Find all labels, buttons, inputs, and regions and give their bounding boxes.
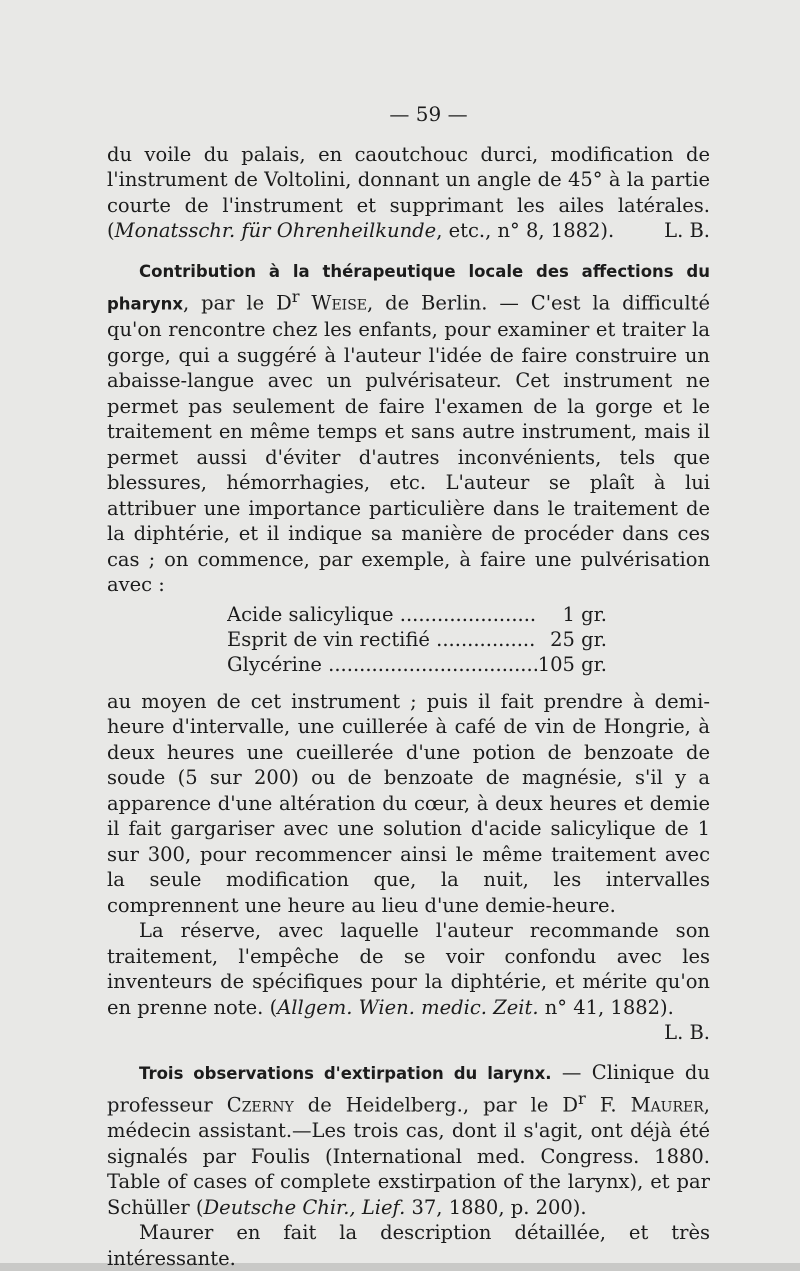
article-by: , par le D <box>182 291 292 315</box>
intro-text: du voile du palais, en caoutchouc durci, modification de l'instrument de Voltolini, donnant un angle de 45° à la partie courte de l'instrument et supprimant les ailes latérales. <box>107 142 710 217</box>
signature: L. B. <box>664 219 710 242</box>
article-conclusion <box>107 918 710 1046</box>
intro-ref-open: ( <box>107 219 115 242</box>
signature: L. B. <box>664 1021 710 1044</box>
conclusion-ref-journal: Allgem. Wien. medic. Zeit. <box>277 995 539 1019</box>
intro-ref-rest: , etc., n° 8, 1882). <box>436 219 615 242</box>
recipe-row <box>227 602 607 627</box>
article-extirpation <box>107 1060 710 1221</box>
recipe-quantity: 105 gr. <box>537 652 607 676</box>
conclusion-text: La réserve, avec laquelle l'auteur recommande son traitement, l'empêche de se voir confondu avec les inventeurs de spécifiques pour la diphtérie, et mérite qu'on en prenne note. <box>107 919 710 1019</box>
article-body-continued: au moyen de cet instrument ; puis il fait prendre à demi-heure d'intervalle, une cuillerée à café de vin de Hongrie, à deux heures une cueillerée d'une potion de benzoate de soude (5 sur 200) ou de benzoate de magnésie, s'il y a apparence d'une altération du cœur, à deux heures et demie il fait gargariser avec une solution d'acide salicylique de 1 sur 300, pour recommencer ainsi le même traitement avec la seule modification que, la nuit, les intervalles comprennent une heure au lieu d'une demie-heure. <box>107 689 710 917</box>
recipe-quantity: 25 gr. <box>550 627 607 651</box>
article-body-a: — Clinique du professeur <box>107 1060 710 1117</box>
paragraph-intro <box>107 142 710 244</box>
article-professor: Czerny <box>226 1093 294 1117</box>
intro-ref-journal: Monatsschr. für Ohrenheilkunde <box>114 219 437 242</box>
article-contribution <box>107 258 710 598</box>
recipe-ingredient: Acide salicylique ..... <box>227 602 537 627</box>
page-number: — 59 — <box>389 102 468 126</box>
article-author: Weise <box>311 291 368 315</box>
recipe-list <box>227 602 607 677</box>
article-body-d: , médecin assistant.—Les trois cas, dont il s'agit, ont déjà été signalés par Foulis (International med. Congress. 1880. Table of cases of complete exstirpation of the larynx), et par Schüller ( <box>107 1093 710 1219</box>
conclusion-ref-open: ( <box>269 995 278 1019</box>
conclusion-ref-rest: n° 41, 1882). <box>538 995 674 1019</box>
recipe-ingredient: Glycérine ..... <box>227 652 537 677</box>
article-ref-rest: 37, 1880, p. 200). <box>405 1195 587 1219</box>
article-author: Maurer <box>630 1093 704 1117</box>
recipe-row <box>227 627 607 652</box>
article-body: , de Berlin. — C'est la difficulté qu'on rencontre chez les enfants, pour examiner et traiter la gorge, qui a suggéré à l'auteur l'idée de faire construire un abaisse-langue avec un pulvérisateur. Cet instrument ne permet pas seulement de faire l'examen de la gorge et le traitement en même temps et sans autre instrument, mais il permet aussi d'éviter d'autres inconvénients, tels que blessures, hémorrhagies, etc. L'auteur se plaît à lui attribuer une importance particulière dans le traitement de la diphtérie, et il indique sa manière de procéder dans ces cas ; on commence, par exemple, à faire une pulvérisation avec : <box>107 291 711 596</box>
recipe-quantity: 1 gr. <box>562 602 607 626</box>
article-body-b: de Heidelberg., par le D <box>293 1093 579 1117</box>
article-ref-journal: Deutsche Chir., Lief. <box>203 1195 406 1219</box>
recipe-row <box>227 652 607 677</box>
article-last-line: Maurer en fait la description détaillée, et très intéressante. <box>107 1221 710 1270</box>
article-by-sup: r <box>291 287 300 306</box>
article-title: Trois observations d'extirpation du larynx. <box>139 1063 552 1083</box>
article-body-c: F. <box>585 1093 631 1117</box>
recipe-ingredient: Esprit de vin rectifié ..... <box>227 627 537 652</box>
article-by-sup: r <box>578 1089 586 1108</box>
article-title: Contribution à la thérapeutique locale des affections du pharynx <box>107 261 710 314</box>
